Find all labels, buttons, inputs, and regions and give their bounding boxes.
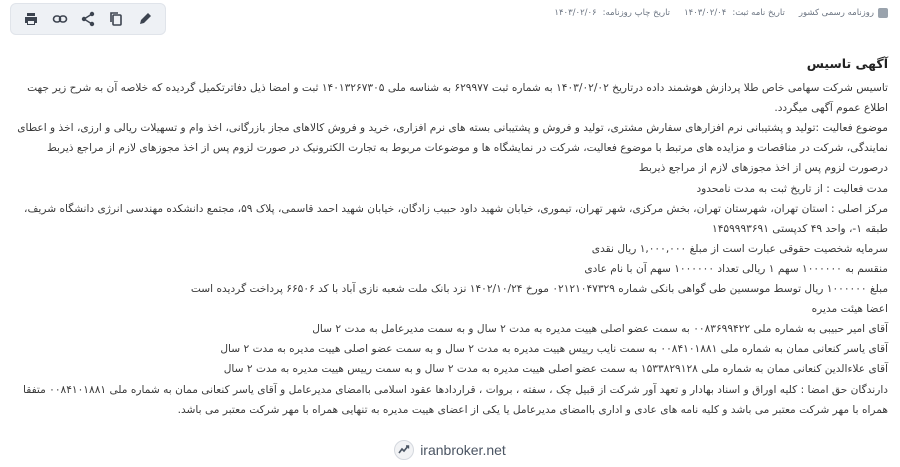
paragraph-capital: سرمایه شخصیت حقوقی عبارت است از مبلغ ۱,۰۰۰,۰۰۰ ریال نقدی <box>591 242 888 255</box>
edit-button[interactable] <box>133 7 157 31</box>
registration-date-label: تاریخ نامه ثبت: <box>732 8 785 18</box>
announcement-title: آگهی تاسیس <box>806 56 888 71</box>
link-icon <box>52 11 68 27</box>
print-date-label: تاریخ چاپ روزنامه: <box>602 8 671 18</box>
print-icon <box>23 11 39 27</box>
brand-name: iranbroker.net <box>420 442 506 458</box>
edit-icon <box>137 11 153 27</box>
paragraph-board-member-2: آقای یاسر کنعانی ممان به شماره ملی ۰۰۸۴۱۰۱۸۸۱ به سمت نایب رییس هییت مدیره به مدت ۲ سال و به سمت عضو اصلی هییت مدیره به مدت ۲ سال <box>220 343 888 356</box>
source-tag-label: روزنامه رسمی کشور <box>798 8 874 18</box>
registration-date-value: ۱۴۰۳/۰۲/۰۴ <box>684 8 727 18</box>
copy-icon <box>108 11 124 27</box>
newspaper-icon <box>878 8 888 18</box>
print-date <box>554 8 670 18</box>
announcement-body <box>12 54 888 439</box>
paragraph-intro: تاسیس شرکت سهامی خاص طلا پردازش هوشمند داده درتاریخ ۱۴۰۳/۰۲/۰۲ به شماره ثبت ۶۲۹۹۷۷ به شناسه ملی ۱۴۰۱۳۲۶۷۳۰۵ ثبت و امضا ذیل دفاترتکمیل گردیده که خلاصه آن به شرح زیر جهت اطلاع عموم آگهی میگردد. <box>27 82 888 115</box>
paragraph-address: مرکز اصلی : استان تهران، شهرستان تهران، بخش مرکزی، شهر تهران، تیموری، خیابان شهید داود حبیب زادگان، خیابان شهید احمد قاسمی، پلاک ۵۹، مجتمع دانشکده مهندسی انرژی دانشگاه شریف، طبقه ۱-، واحد ۴۹ کدپستی ۱۴۵۹۹۹۳۶۹۱ <box>24 202 888 235</box>
paragraph-payment: مبلغ ۱۰۰۰۰۰۰ ریال توسط موسسین طی گواهی بانکی شماره ۰۲۱۲۱۰۴۷۳۲۹ مورخ ۱۴۰۲/۱۰/۲۴ نزد بانک ملت شعبه نازی آباد با کد ۶۶۵۰۶ پرداخت گردیده است <box>190 283 888 296</box>
paragraph-board-member-1: آقای امیر حبیبی به شماره ملی ۰۰۸۳۶۹۹۴۲۲ به سمت عضو اصلی هییت مدیره به مدت ۲ سال و به سمت مدیرعامل به مدت ۲ سال <box>312 323 888 336</box>
share-button[interactable] <box>76 7 100 31</box>
paragraph-signatories: دارندگان حق امضا : کلیه اوراق و اسناد بهادار و تعهد آور شرکت از قبیل چک ، سفته ، بروات ، قراردادها عقود اسلامی باامضای مدیرعامل و آقای یاسر کنعانی ممان به شماره ملی ۰۰۸۴۱۰۱۸۸۱ متفقا همراه با مهر شرکت معتبر می باشد و کلیه نامه های عادی و اداری باامضای مدیرعامل یا یکی از اعضای هییت مدیره به تنهایی همراه با مهر شرکت معتبر می باشد. <box>22 383 888 416</box>
source-tag[interactable] <box>799 8 888 18</box>
paragraph-duration: مدت فعالیت : از تاریخ ثبت به مدت نامحدود <box>696 182 888 195</box>
registration-date <box>684 8 785 18</box>
share-icon <box>80 11 96 27</box>
copy-link-button[interactable] <box>48 7 72 31</box>
action-toolbar <box>10 3 166 35</box>
announcement-meta <box>554 6 888 20</box>
paragraph-board-member-3: آقای علاءالدین کنعانی ممان به شماره ملی ۱۵۳۳۸۲۹۱۲۸ به سمت عضو اصلی هییت مدیره به مدت ۲ سال و به سمت رییس هییت مدیره به مدت ۲ سال <box>223 363 888 376</box>
copy-button[interactable] <box>104 7 128 31</box>
footer-watermark <box>0 439 900 461</box>
chart-trend-icon <box>394 440 414 460</box>
paragraph-activity: موضوع فعالیت :تولید و پشتیبانی نرم افزارهای سفارش مشتری، تولید و فروش و پشتیبانی بسته های نرم افزاری، خرید و فروش کالاهای مجاز بازرگانی، اخذ وام و تسهیلات ریالی و ارزی، اخذ و اعطای نمایندگی، شرکت در مناقصات و مزایده های مرتبط با موضوع فعالیت، شرکت در نمایشگاه ها و موضوعات مربوط به تجارت الکترونیک در صورت لزوم پس از اخذ مجوزهای لازم از مراجع ذیربط درصورت لزوم پس از اخذ مجوزهای لازم از مراجع ذیربط <box>17 122 888 175</box>
print-button[interactable] <box>19 7 43 31</box>
print-date-value: ۱۴۰۳/۰۲/۰۶ <box>554 8 597 18</box>
paragraph-board-heading: اعضا هیئت مدیره <box>811 303 888 316</box>
paragraph-shares: منقسم به ۱۰۰۰۰۰۰ سهم ۱ ریالی تعداد ۱۰۰۰۰۰۰ سهم آن با نام عادی <box>584 262 888 275</box>
